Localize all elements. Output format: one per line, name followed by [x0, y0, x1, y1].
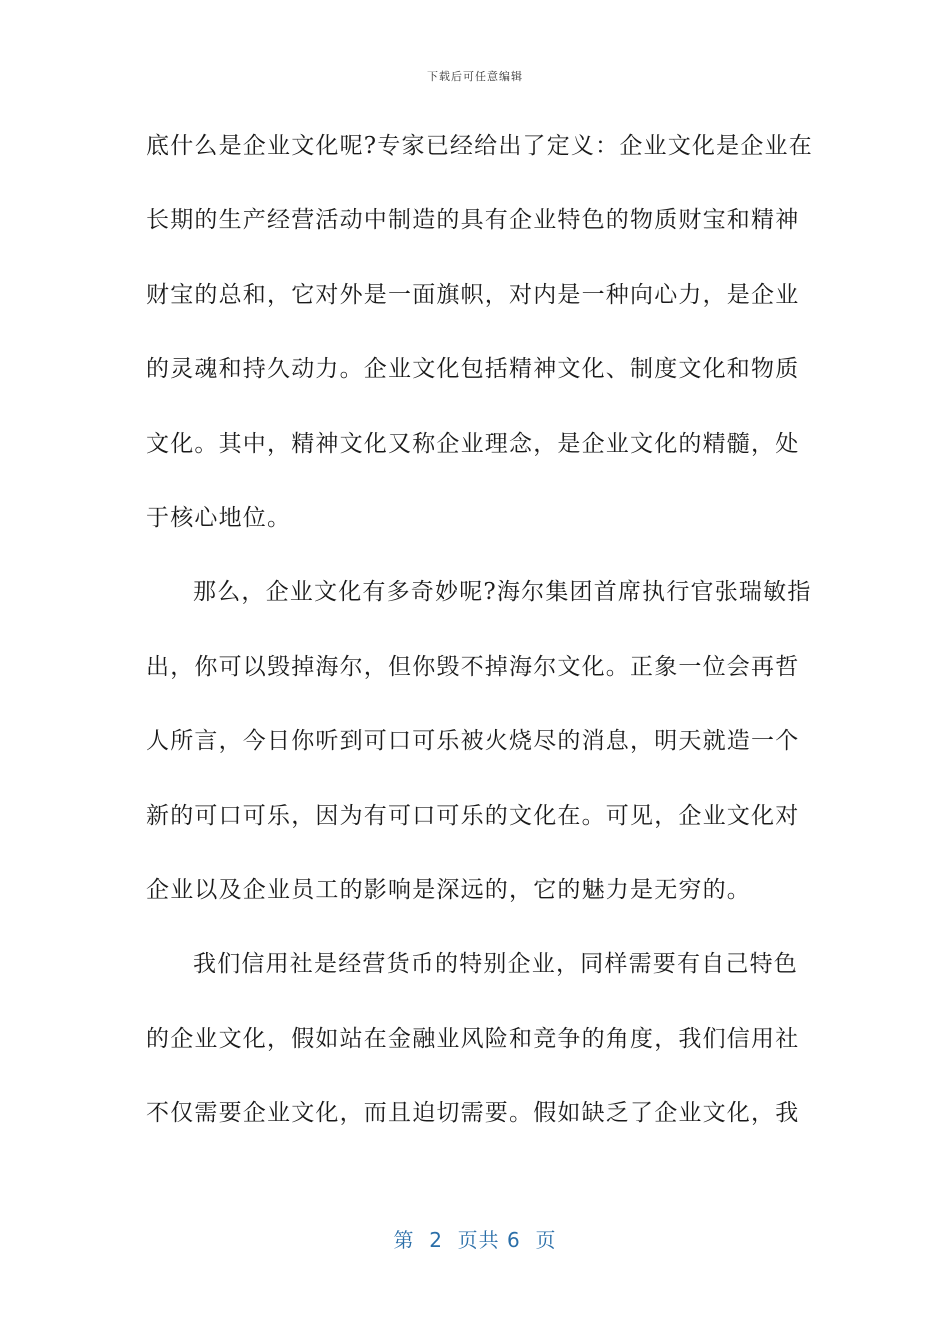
page-header-note: 下载后可任意编辑 — [427, 70, 523, 83]
text-line: 那么，企业文化有多奇妙呢?海尔集团首席执行官张瑞敏指 — [193, 579, 812, 606]
text-line: 企业以及企业员工的影响是深远的，它的魅力是无穷的。 — [146, 876, 751, 903]
text-line: 长期的生产经营活动中制造的具有企业特色的物质财宝和精神 — [146, 207, 800, 234]
text-line: 底什么是企业文化呢?专家已经给出了定义：企业文化是企业在 — [146, 133, 813, 159]
text-line: 出，你可以毁掉海尔，但你毁不掉海尔文化。正象一位会再哲 — [146, 653, 800, 680]
text-line: 文化。其中，精神文化又称企业理念，是企业文化的精髓，处 — [146, 430, 800, 457]
text-line: 于核心地位。 — [146, 504, 292, 531]
text-line: 新的可口可乐，因为有可口可乐的文化在。可见，企业文化对 — [146, 802, 800, 829]
page-footer: 第 2 页共 6 页 — [393, 1228, 557, 1252]
text-line: 不仅需要企业文化，而且迫切需要。假如缺乏了企业文化，我 — [146, 1100, 800, 1127]
text-line: 的企业文化，假如站在金融业风险和竞争的角度，我们信用社 — [146, 1025, 800, 1052]
document-body — [146, 118, 813, 1159]
text-line: 财宝的总和，它对外是一面旗帜，对内是一种向心力，是企业 — [146, 281, 800, 308]
text-line: 人所言，今日你听到可口可乐被火烧尽的消息，明天就造一个 — [146, 728, 800, 755]
text-line: 的灵魂和持久动力。企业文化包括精神文化、制度文化和物质 — [146, 356, 800, 383]
text-line: 我们信用社是经营货币的特别企业，同样需要有自己特色 — [193, 951, 798, 978]
